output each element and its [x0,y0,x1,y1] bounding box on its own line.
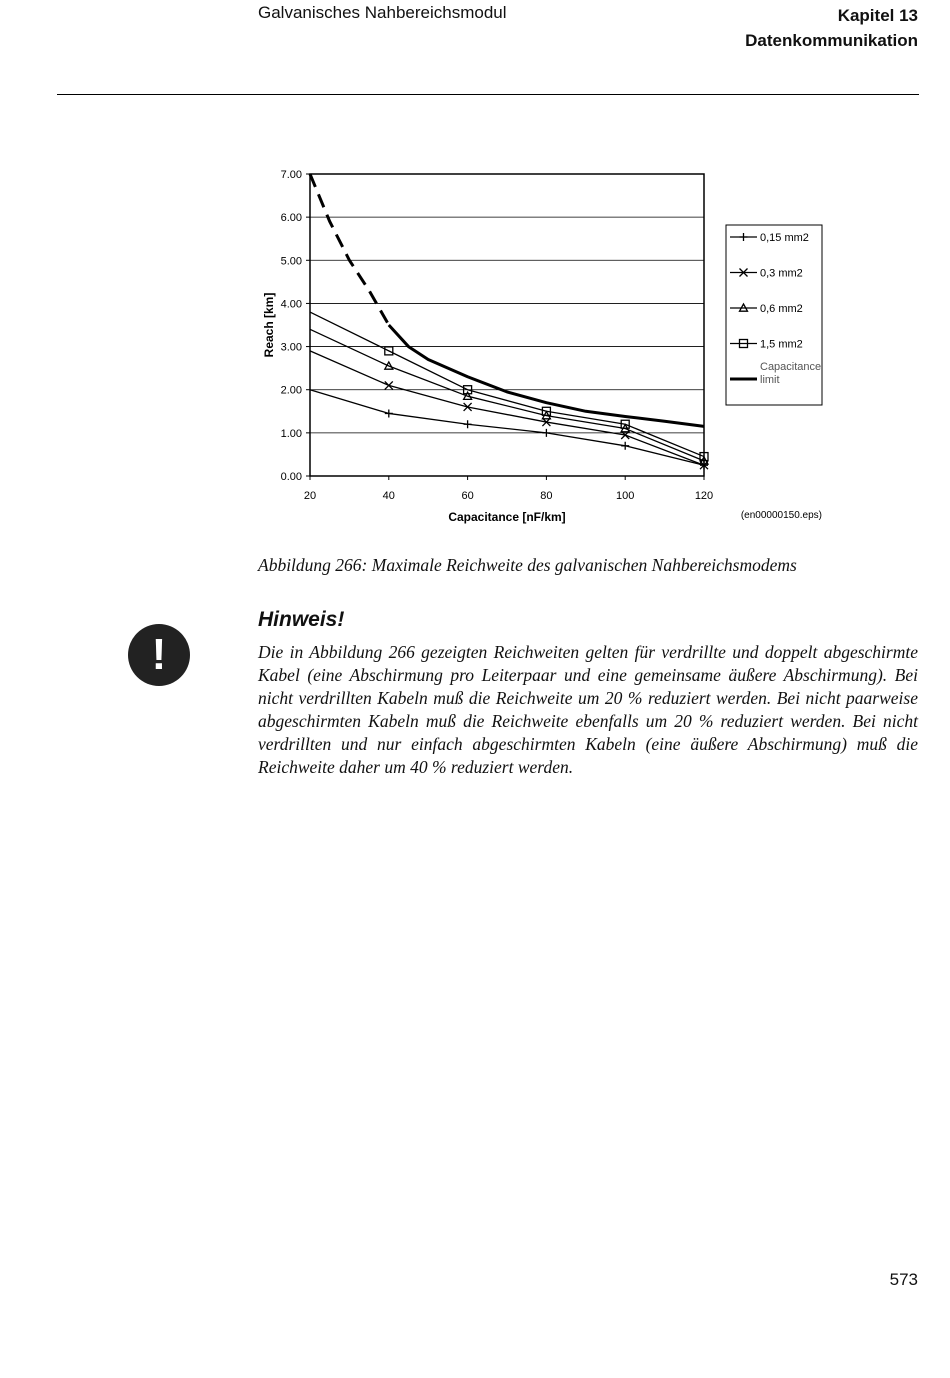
header-module-title: Galvanisches Nahbereichsmodul [258,3,507,22]
x-tick-label: 100 [616,490,635,502]
y-tick-label: 5.00 [280,255,302,268]
x-tick-label: 60 [461,490,474,502]
x-tick-labels [304,490,713,502]
y-tick-label: 6.00 [280,212,302,225]
note-text: Die in Abbildung 266 gezeigten Reichweiten gelten für verdrillte und doppelt abgeschirmte Kabel (eine Abschirmung pro Leiterpaar und eine gemeinsame äußere Abschirmung). Bei nicht verdrillten Kabeln muß die Reichweite um 20 % reduziert werden. Bei nicht paarweise abgeschirmten Kabeln muß die Reichweite ebenfalls um 20 % reduziert werden. Bei nicht verdrillten und nur einfach abgeschirmten Kabeln (eine äußere Abschirmung) muß die Reichweite daher um 40 % reduziert werden. [258,642,918,777]
legend-label: 1,5 mm2 [760,338,803,351]
legend-label: 0,6 mm2 [760,303,803,315]
legend-label: 0,3 mm2 [760,267,803,280]
x-tick-label: 120 [694,490,714,502]
x-tick-label: 40 [382,490,395,502]
legend-label-line: limit [760,374,780,386]
y-tick-labels [281,169,302,483]
x-tick-label: 80 [540,490,553,502]
exclamation-icon: ! [128,624,190,686]
plot-area [310,174,704,476]
y-tick-label: 4.00 [280,298,302,311]
page-number: 573 [889,1270,918,1289]
note-title: Hinweis! [258,608,345,631]
figure-file-label: (en00000150.eps) [740,510,822,521]
y-axis-label: Reach [km] [262,292,276,358]
reach-chart [0,0,950,540]
y-tick-label: 3.00 [280,341,302,354]
y-tick-label: 2.00 [280,384,302,397]
y-tick-label: 1.00 [280,427,302,440]
legend [726,225,822,405]
legend-label-line: Capacitance [760,361,822,373]
x-tick-label: 20 [303,490,317,502]
header-chapter-number: Kapitel 13 [837,6,918,25]
legend-label: 0,15 mm2 [760,232,809,244]
header-section-title: Datenkommunikation [745,31,918,50]
figure-caption: Abbildung 266: Maximale Reichweite des galvanischen Nahbereichsmodems [258,555,797,575]
y-tick-label: 0.00 [280,471,302,483]
x-axis-label: Capacitance [nF/km] [448,510,566,524]
y-tick-label: 7.00 [280,169,302,181]
